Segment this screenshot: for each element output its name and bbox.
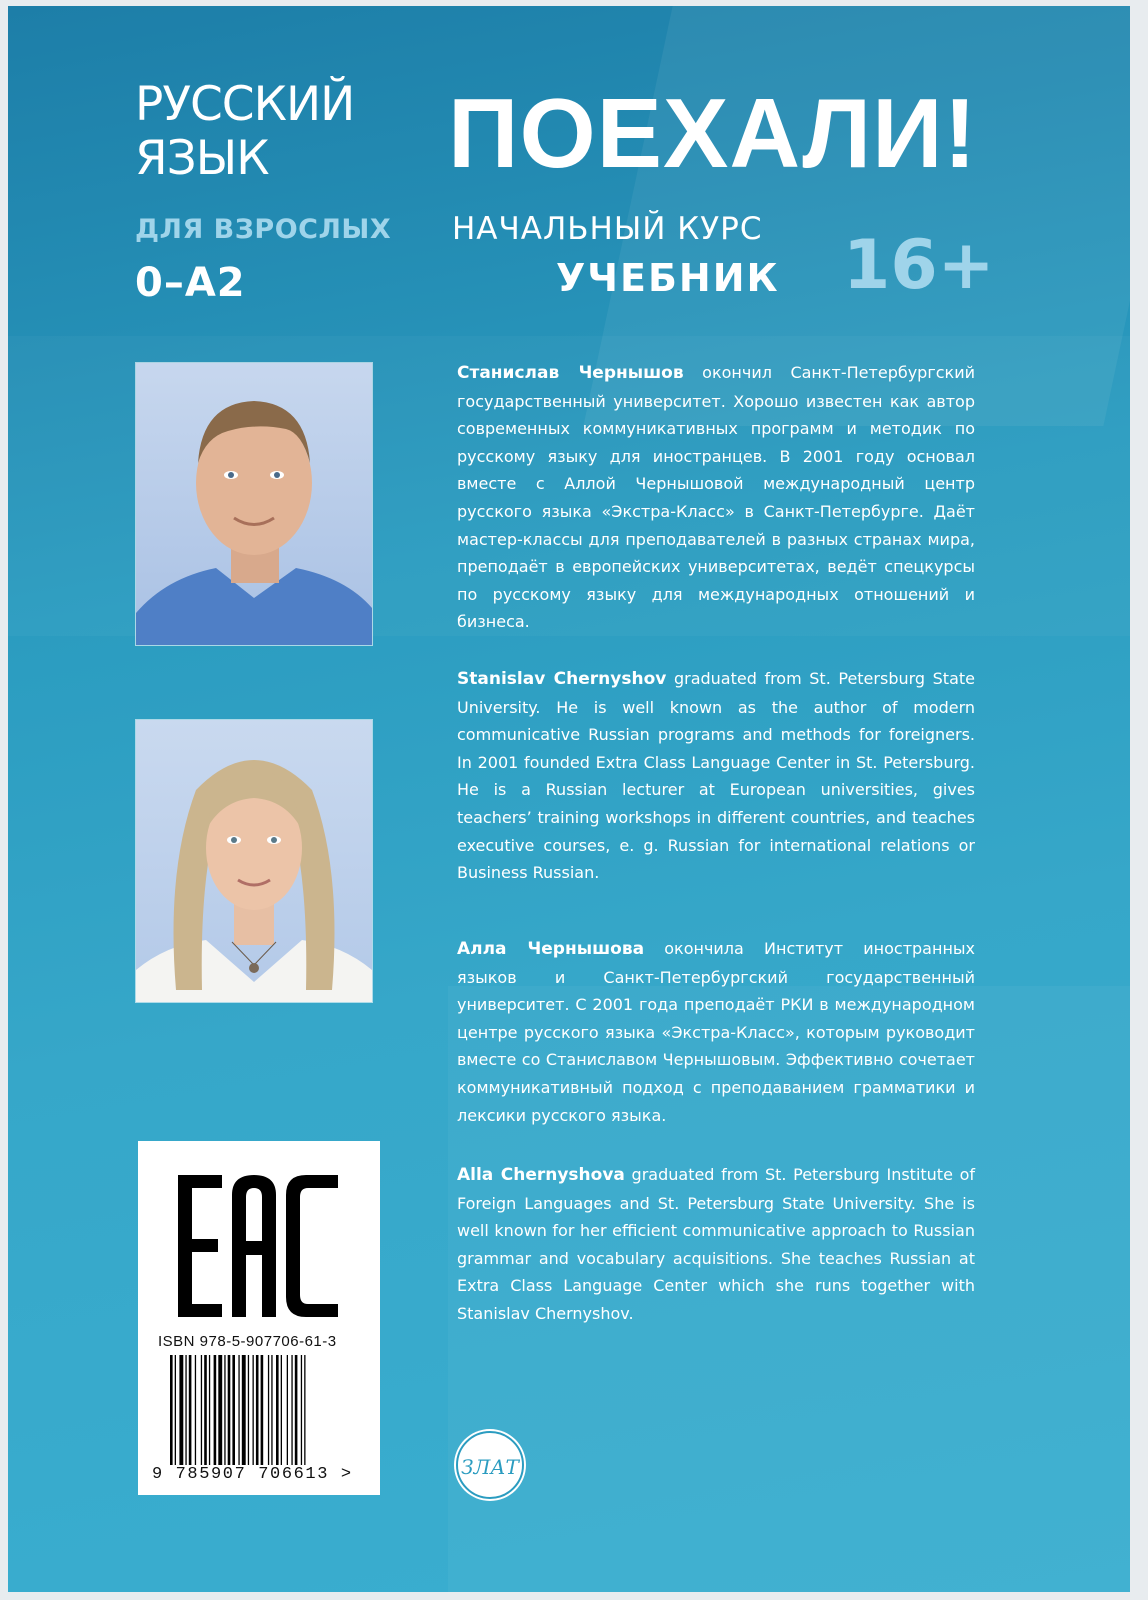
book-type-label: УЧЕБНИК bbox=[556, 256, 780, 300]
publisher-logo bbox=[451, 1426, 529, 1504]
barcode-bar bbox=[301, 1355, 302, 1465]
barcode-bar bbox=[175, 1355, 176, 1465]
author-bio-text: окончил Санкт-Петербургский государственный университет. Хорошо известен как автор современных коммуникативных программ и методик по русскому языку для иностранцев. В 2001 году основал вместе с Аллой Чернышовой международный центр русского языка «Экстра-Класс» в Санкт-Петербурге. Даёт мастер-классы для преподавателей в разных странах мира, преподаёт в европейских университетах, ведёт спецкурсы по русскому языку для международных отношений и бизнеса. bbox=[457, 363, 976, 632]
barcode-bar bbox=[232, 1355, 235, 1465]
barcode-bar bbox=[189, 1355, 192, 1465]
barcode-digits: 9 785907 706613 > bbox=[152, 1465, 353, 1484]
author-bio-en-alla bbox=[457, 1161, 975, 1328]
eac-certification-mark bbox=[178, 1175, 338, 1317]
barcode-bar bbox=[295, 1355, 298, 1465]
author-name-en: Stanislav Chernyshov bbox=[457, 669, 667, 689]
author-bio-en-stanislav bbox=[457, 665, 975, 887]
series-title-line2: ЯЗЫК bbox=[135, 131, 269, 186]
isbn-label bbox=[138, 1141, 380, 1495]
barcode-bar bbox=[238, 1355, 239, 1465]
barcode-bar bbox=[261, 1355, 264, 1465]
author-name-en: Alla Chernyshova bbox=[457, 1165, 625, 1185]
barcode-bar bbox=[304, 1355, 305, 1465]
barcode-bar bbox=[228, 1355, 231, 1465]
series-title-line1: РУССКИЙ bbox=[135, 77, 355, 132]
barcode-bar bbox=[281, 1355, 282, 1465]
author-photo-alla bbox=[135, 719, 373, 1003]
portrait-illustration bbox=[136, 720, 372, 1002]
author-bio-text: окончила Институт иностранных языков и Санкт-Петербургский государственный университет. С 2001 года преподаёт РКИ в международном центре русского языка «Экстра-Класс», которым руководит вместе со Станиславом Чернышовым. Эффективно сочетает коммуникативный подход с преподаванием грамматики и лексики русского языка. bbox=[457, 939, 975, 1125]
author-bio-text: graduated from St. Petersburg Institute of Foreign Languages and St. Petersburg State University. She is well known for her efficient communicative approach to Russian grammar and vocabulary acquisitions. She teaches Russian at Extra Class Language Center which she runs together with Stanislav Chernyshov. bbox=[457, 1165, 975, 1323]
age-rating: 16+ bbox=[843, 226, 995, 305]
portrait-illustration bbox=[136, 363, 372, 645]
author-bio-ru-stanislav bbox=[457, 359, 975, 636]
level-label: 0–А2 bbox=[135, 260, 246, 306]
author-bio-text: graduated from St. Petersburg State University. He is well known as the author of modern communicative Russian programs and methods for foreigners. In 2001 founded Extra Class Language Center in St. Petersburg. He is a Russian lecturer at European universities, gives teachers’ training workshops in different countries, and teaches executive courses, e. g. Russian for international relations or Business Russian. bbox=[457, 669, 976, 883]
barcode-bar bbox=[214, 1355, 217, 1465]
barcode-bar bbox=[287, 1355, 288, 1465]
publisher-logo-text: ЗЛАТ bbox=[461, 1455, 519, 1479]
barcode-bar bbox=[179, 1355, 183, 1465]
barcode-bar bbox=[268, 1355, 269, 1465]
barcode-bar bbox=[276, 1355, 279, 1465]
audience-label: ДЛЯ ВЗРОСЛЫХ bbox=[135, 214, 392, 245]
barcode bbox=[168, 1355, 364, 1465]
barcode-bar bbox=[242, 1355, 246, 1465]
author-bio-ru-alla bbox=[457, 935, 975, 1129]
barcode-bar bbox=[253, 1355, 254, 1465]
barcode-bar bbox=[291, 1355, 292, 1465]
barcode-bar bbox=[248, 1355, 249, 1465]
barcode-bar bbox=[195, 1355, 196, 1465]
barcode-bar bbox=[271, 1355, 272, 1465]
author-name-ru: Алла Чернышова bbox=[457, 939, 645, 959]
barcode-bar bbox=[218, 1355, 222, 1465]
author-photo-stanislav bbox=[135, 362, 373, 646]
barcode-bar bbox=[185, 1355, 186, 1465]
barcode-bar bbox=[224, 1355, 225, 1465]
back-cover bbox=[8, 6, 1130, 1592]
author-name-ru: Станислав Чернышов bbox=[457, 363, 684, 383]
barcode-bar bbox=[170, 1355, 173, 1465]
book-title: ПОЕХАЛИ! bbox=[448, 78, 978, 188]
course-label: НАЧАЛЬНЫЙ КУРС bbox=[452, 211, 763, 247]
isbn-number: ISBN 978-5-907706-61-3 bbox=[158, 1333, 337, 1350]
barcode-bar bbox=[204, 1355, 207, 1465]
barcode-bar bbox=[256, 1355, 259, 1465]
barcode-bar bbox=[209, 1355, 210, 1465]
barcode-bar bbox=[201, 1355, 202, 1465]
series-title bbox=[135, 78, 354, 186]
